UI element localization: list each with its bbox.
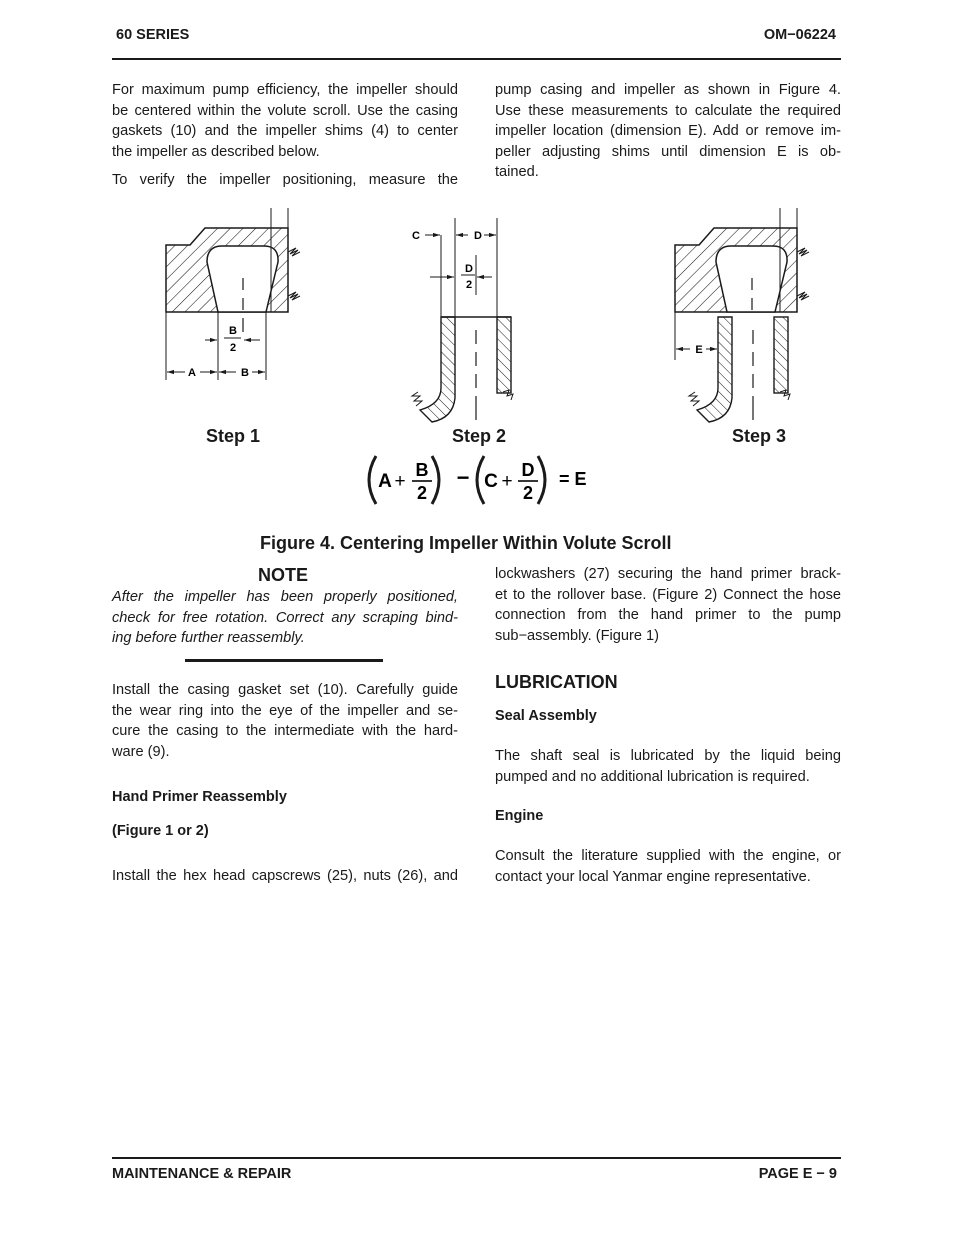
hand-primer-paragraph (112, 866, 458, 887)
text-line: Use these measurements to calculate the required (495, 102, 841, 119)
text-line: Consult the literature supplied with the engine, or (495, 848, 841, 864)
text-line: ware (9). (112, 743, 170, 760)
formula-a: A (378, 471, 392, 492)
text-line: the impeller as described below. (112, 143, 320, 160)
text-line: peller adjusting shims until dimension E is ob- (495, 143, 841, 160)
dimension-label-b-half: B (229, 325, 237, 337)
text-line: For maximum pump efficiency, the impeller should (112, 82, 458, 98)
text-line: impeller location (dimension E). Add or remove im- (495, 123, 841, 139)
text-line: ing before further reassembly. (112, 630, 305, 646)
text-line: pump casing and impeller as shown in Figure 4. (495, 82, 841, 98)
footer-rule (112, 1157, 841, 1159)
hand-primer-heading: Hand Primer Reassembly (112, 789, 287, 805)
note-text (112, 587, 458, 649)
text-line: After the impeller has been properly positioned, (112, 589, 458, 605)
dimension-label-d: D (474, 230, 482, 242)
step2-label: Step 2 (452, 426, 507, 446)
engine-heading: Engine (495, 808, 544, 824)
step3-assembly-drawing (675, 208, 809, 422)
text-line: To verify the impeller positioning, measure the (112, 172, 458, 188)
header-document-number: OM−06224 (763, 27, 836, 43)
step2-impeller-drawing (412, 218, 513, 422)
text-line: contact your local Yanmar engine representative. (495, 868, 811, 885)
header-series: 60 SERIES (116, 27, 190, 43)
dimension-label-two: 2 (465, 279, 473, 291)
formula-plus: + (394, 471, 406, 492)
dimension-label-b: B (241, 367, 249, 379)
step1-label: Step 1 (206, 426, 261, 446)
dimension-label-e: E (695, 344, 703, 356)
impeller-formula (369, 456, 587, 504)
text-line: connection from the hand primer to the pump (495, 607, 841, 623)
text-line: et to the rollover base. (Figure 2) Connect the hose (495, 586, 841, 603)
engine-paragraph (495, 846, 841, 887)
text-line: be centered within the volute scroll. Use the casing (112, 102, 458, 119)
seal-assembly-heading: Seal Assembly (495, 708, 597, 724)
note-title: NOTE (258, 565, 309, 585)
formula-b: B (415, 460, 429, 480)
casing-gasket-paragraph (112, 680, 458, 762)
text-line: check for free rotation. Correct any scraping bind- (112, 609, 458, 626)
text-line: Install the hex head capscrews (25), nuts (26), and (112, 868, 458, 884)
figure-caption: Figure 4. Centering Impeller Within Volute Scroll (260, 533, 672, 553)
text-line: pumped and no additional lubrication is required. (495, 768, 810, 785)
dimension-label-a: A (188, 367, 196, 379)
hand-primer-figure-ref: (Figure 1 or 2) (112, 823, 209, 839)
formula-two: 2 (522, 483, 534, 503)
note-divider (185, 659, 383, 662)
formula-two: 2 (416, 483, 428, 503)
lubrication-heading: LUBRICATION (495, 672, 618, 692)
text-line: Install the casing gasket set (10). Carefully guide (112, 682, 458, 698)
step1-casing-drawing (166, 208, 300, 380)
formula-plus: + (501, 471, 513, 492)
seal-assembly-paragraph (495, 746, 841, 787)
text-line: gaskets (10) and the impeller shims (4) to center (112, 123, 458, 139)
text-line: The shaft seal is lubricated by the liquid being (495, 748, 841, 764)
dimension-label-d-half: D (465, 263, 473, 275)
text-line: tained. (495, 164, 539, 180)
text-line: lockwashers (27) securing the hand primer brack- (495, 566, 841, 582)
lockwasher-paragraph (495, 564, 841, 646)
text-line: sub−assembly. (Figure 1) (495, 627, 659, 644)
text-line: the wear ring into the eye of the impeller and se- (112, 702, 458, 719)
formula-c: C (484, 471, 498, 492)
formula-d: D (521, 460, 535, 480)
formula-minus: − (456, 465, 470, 490)
text-line: cure the casing to the intermediate with the hard- (112, 723, 458, 739)
footer-page-number: PAGE E − 9 (758, 1166, 837, 1182)
formula-equals-e: = E (559, 469, 587, 489)
dimension-label-two: 2 (229, 342, 237, 354)
dimension-label-c: C (412, 230, 420, 242)
step3-label: Step 3 (732, 426, 787, 446)
footer-section: MAINTENANCE & REPAIR (112, 1166, 292, 1182)
